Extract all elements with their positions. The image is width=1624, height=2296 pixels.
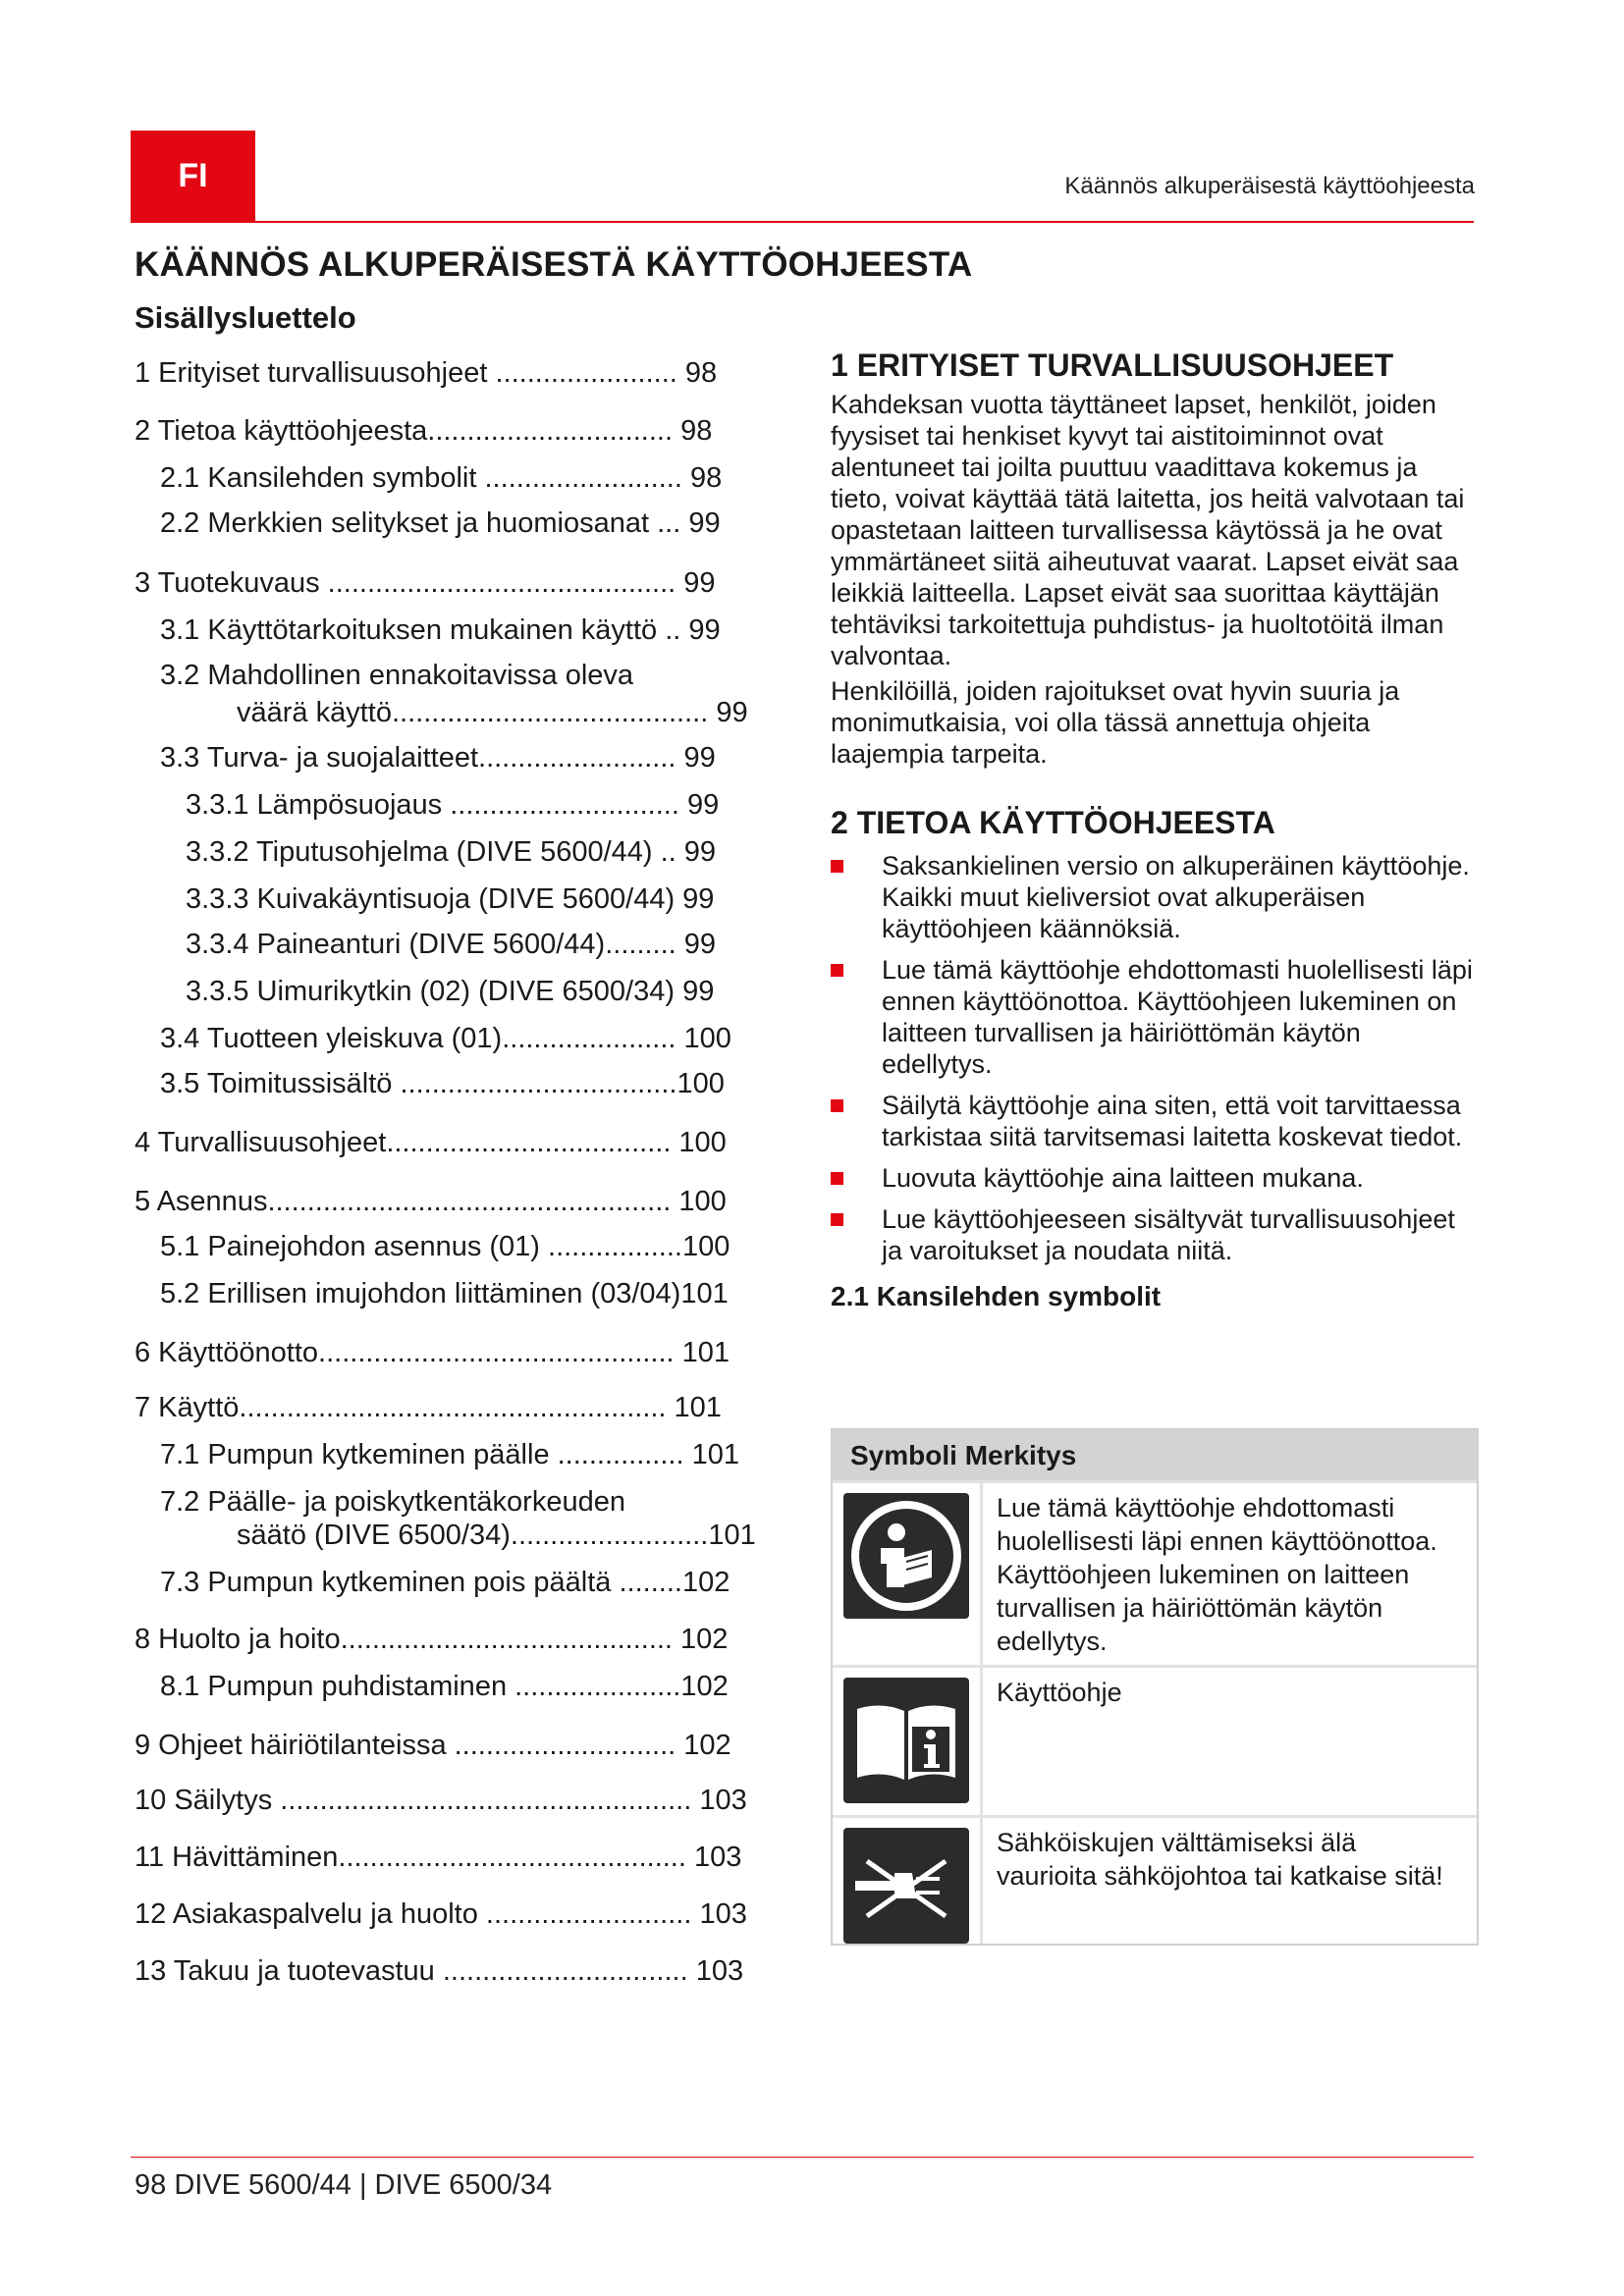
bullet-item: Saksankielinen versio on alkuperäinen käyttöohje. Kaikki muut kieliversiot ovat alkuperäisen käyttöohjeen käännöksiä. [831,850,1475,944]
symbol-meaning: Lue tämä käyttöohje ehdottomasti huolellisesti läpi ennen käyttöönottoa. Käyttöohjeen lukeminen on laitteen turvallisen ja häiriöttömän käytön edellytys. [997,1493,1437,1656]
symbols-table-header: Symboli Merkitys [833,1430,1477,1480]
toc-entry[interactable]: säätö (DIVE 6500/34).........................101 [237,1520,756,1551]
bullet-item: Säilytä käyttöohje aina siten, että voit tarvittaessa tarkistaa siitä tarvitsemasi laitetta koskevat tiedot. [831,1090,1475,1152]
section-1-paragraph: Kahdeksan vuotta täyttäneet lapset, henkilöt, joiden fyysiset tai henkiset kyvyt tai aistitoiminnot ovat alentuneet tai joilta puuttuu vaadittava kokemus ja tieto, voivat käyttää tätä laitetta, jos heitä valvotaan tai opastetaan laitteen turvallisessa käytössä ja he ovat ymmärtäneet siitä aiheutuvat vaarat. Lapset eivät saa leikkiä laitteella. Lapset eivät saa suorittaa käyttäjän tehtäviksi tarkoitettuja puhdistus- ja huoltotöitä ilman valvontaa. [831,390,1465,670]
toc-entry[interactable]: 3.3.1 Lämpösuojaus ............................. 99 [186,789,720,821]
bullet-square-icon [831,1172,843,1185]
toc-entry[interactable]: 12 Asiakaspalvelu ja huolto .......................... 103 [135,1898,747,1930]
symbol-meaning: Käyttöohje [997,1678,1122,1707]
bullet-square-icon [831,860,843,873]
cut-cable-warning-icon [843,1828,969,1944]
toc-entry[interactable]: 4 Turvallisuusohjeet.................................... 100 [135,1127,727,1158]
toc-entry[interactable]: 2.2 Merkkien selitykset ja huomiosanat ... 99 [160,507,721,539]
bullet-item: Luovuta käyttöohje aina laitteen mukana. [831,1162,1475,1194]
toc-entry[interactable]: 8 Huolto ja hoito.......................................... 102 [135,1624,729,1655]
section-1-heading: 1 ERITYISET TURVALLISUUSOHJEET [831,347,1394,383]
toc-entry[interactable]: 8.1 Pumpun puhdistaminen .....................102 [160,1671,729,1702]
manual-info-icon [843,1678,969,1803]
toc-entry[interactable]: 3.2 Mahdollinen ennakoitavissa oleva [160,660,634,691]
toc-entry[interactable]: 13 Takuu ja tuotevastuu ............................... 103 [135,1955,744,1987]
toc-entry[interactable]: 7.3 Pumpun kytkeminen pois päältä ........102 [160,1567,731,1598]
toc-entry[interactable]: 3.5 Toimitussisältö ...................................100 [160,1068,725,1099]
symbol-cell [833,1668,983,1815]
toc-entry[interactable]: 2 Tietoa käyttöohjeesta............................... 98 [135,415,713,447]
toc-entry[interactable]: 3.3.3 Kuivakäyntisuoja (DIVE 5600/44) 99 [186,883,715,915]
toc-entry[interactable]: 6 Käyttöönotto............................................. 101 [135,1337,731,1368]
toc-entry[interactable]: 7 Käyttö...................................................... 101 [135,1392,722,1423]
symbols-table [831,1428,1479,1946]
section-2-bullet-list [831,850,1475,1266]
toc-title: Sisällysluettelo [135,300,356,335]
header-title: Käännös alkuperäisestä käyttöohjeesta [1064,173,1475,199]
toc-entry[interactable]: väärä käyttö........................................ 99 [237,697,748,728]
bullet-item: Lue käyttöohjeeseen sisältyvät turvallisuusohjeet ja varoitukset ja noudata niitä. [831,1203,1475,1266]
toc-entry[interactable]: 3.3.5 Uimurikytkin (02) (DIVE 6500/34) 99 [186,976,715,1007]
bullet-square-icon [831,1099,843,1112]
page-footer: 98 DIVE 5600/44 | DIVE 6500/34 [135,2169,553,2201]
toc-entry[interactable]: 7.2 Päälle- ja poiskytkentäkorkeuden [160,1486,625,1518]
header-divider [131,221,1474,223]
toc-entry[interactable]: 11 Hävittäminen............................................ 103 [135,1842,742,1873]
toc-entry[interactable]: 5 Asennus................................................... 100 [135,1186,727,1217]
toc-entry[interactable]: 2.1 Kansilehden symbolit ......................... 98 [160,462,723,494]
table-row [833,1480,1477,1665]
toc-entry[interactable]: 5.2 Erillisen imujohdon liittäminen (03/04)101 [160,1278,729,1309]
read-manual-icon [843,1493,969,1619]
toc-entry[interactable]: 3.3 Turva- ja suojalaitteet......................... 99 [160,742,716,774]
right-column [831,346,1475,1313]
language-tab: FI [131,131,255,221]
table-row [833,1815,1477,1944]
page-title: KÄÄNNÖS ALKUPERÄISESTÄ KÄYTTÖOHJEESTA [135,245,973,284]
toc-entry[interactable]: 1 Erityiset turvallisuusohjeet ....................... 98 [135,357,718,389]
toc-entry[interactable]: 3.4 Tuotteen yleiskuva (01)...................... 100 [160,1023,731,1054]
table-row [833,1665,1477,1815]
symbol-meaning: Sähköiskujen välttämiseksi älä vaurioita sähköjohtoa tai katkaise sitä! [997,1828,1443,1891]
section-1-paragraph: Henkilöillä, joiden rajoitukset ovat hyvin suuria ja monimutkaisia, voi olla tässä annettuja ohjeita laajempia tarpeita. [831,676,1400,769]
toc-entry[interactable]: 5.1 Painejohdon asennus (01) .................100 [160,1231,731,1262]
symbol-cell [833,1818,983,1944]
toc-entry[interactable]: 7.1 Pumpun kytkeminen päälle ................ 101 [160,1439,739,1470]
section-2-1-heading: 2.1 Kansilehden symbolit [831,1281,1162,1311]
toc-entry[interactable]: 9 Ohjeet häiriötilanteissa ............................ 102 [135,1730,731,1761]
toc-entry[interactable]: 3.3.4 Paineanturi (DIVE 5600/44)......... 99 [186,929,717,960]
bullet-square-icon [831,1213,843,1226]
toc-entry[interactable]: 10 Säilytys .................................................... 103 [135,1785,747,1816]
bullet-square-icon [831,964,843,977]
toc-entry[interactable]: 3.1 Käyttötarkoituksen mukainen käyttö .. 99 [160,614,721,646]
bullet-item: Lue tämä käyttöohje ehdottomasti huolellisesti läpi ennen käyttöönottoa. Käyttöohjeen lukeminen on laitteen turvallisen ja häiriöttömän käytön edellytys. [831,954,1475,1080]
footer-divider [131,2157,1474,2158]
symbol-cell [833,1483,983,1665]
section-2-heading: 2 TIETOA KÄYTTÖOHJEESTA [831,805,1275,840]
toc-entry[interactable]: 3 Tuotekuvaus ............................................ 99 [135,567,716,599]
toc-entry[interactable]: 3.3.2 Tiputusohjelma (DIVE 5600/44) .. 99 [186,836,717,868]
